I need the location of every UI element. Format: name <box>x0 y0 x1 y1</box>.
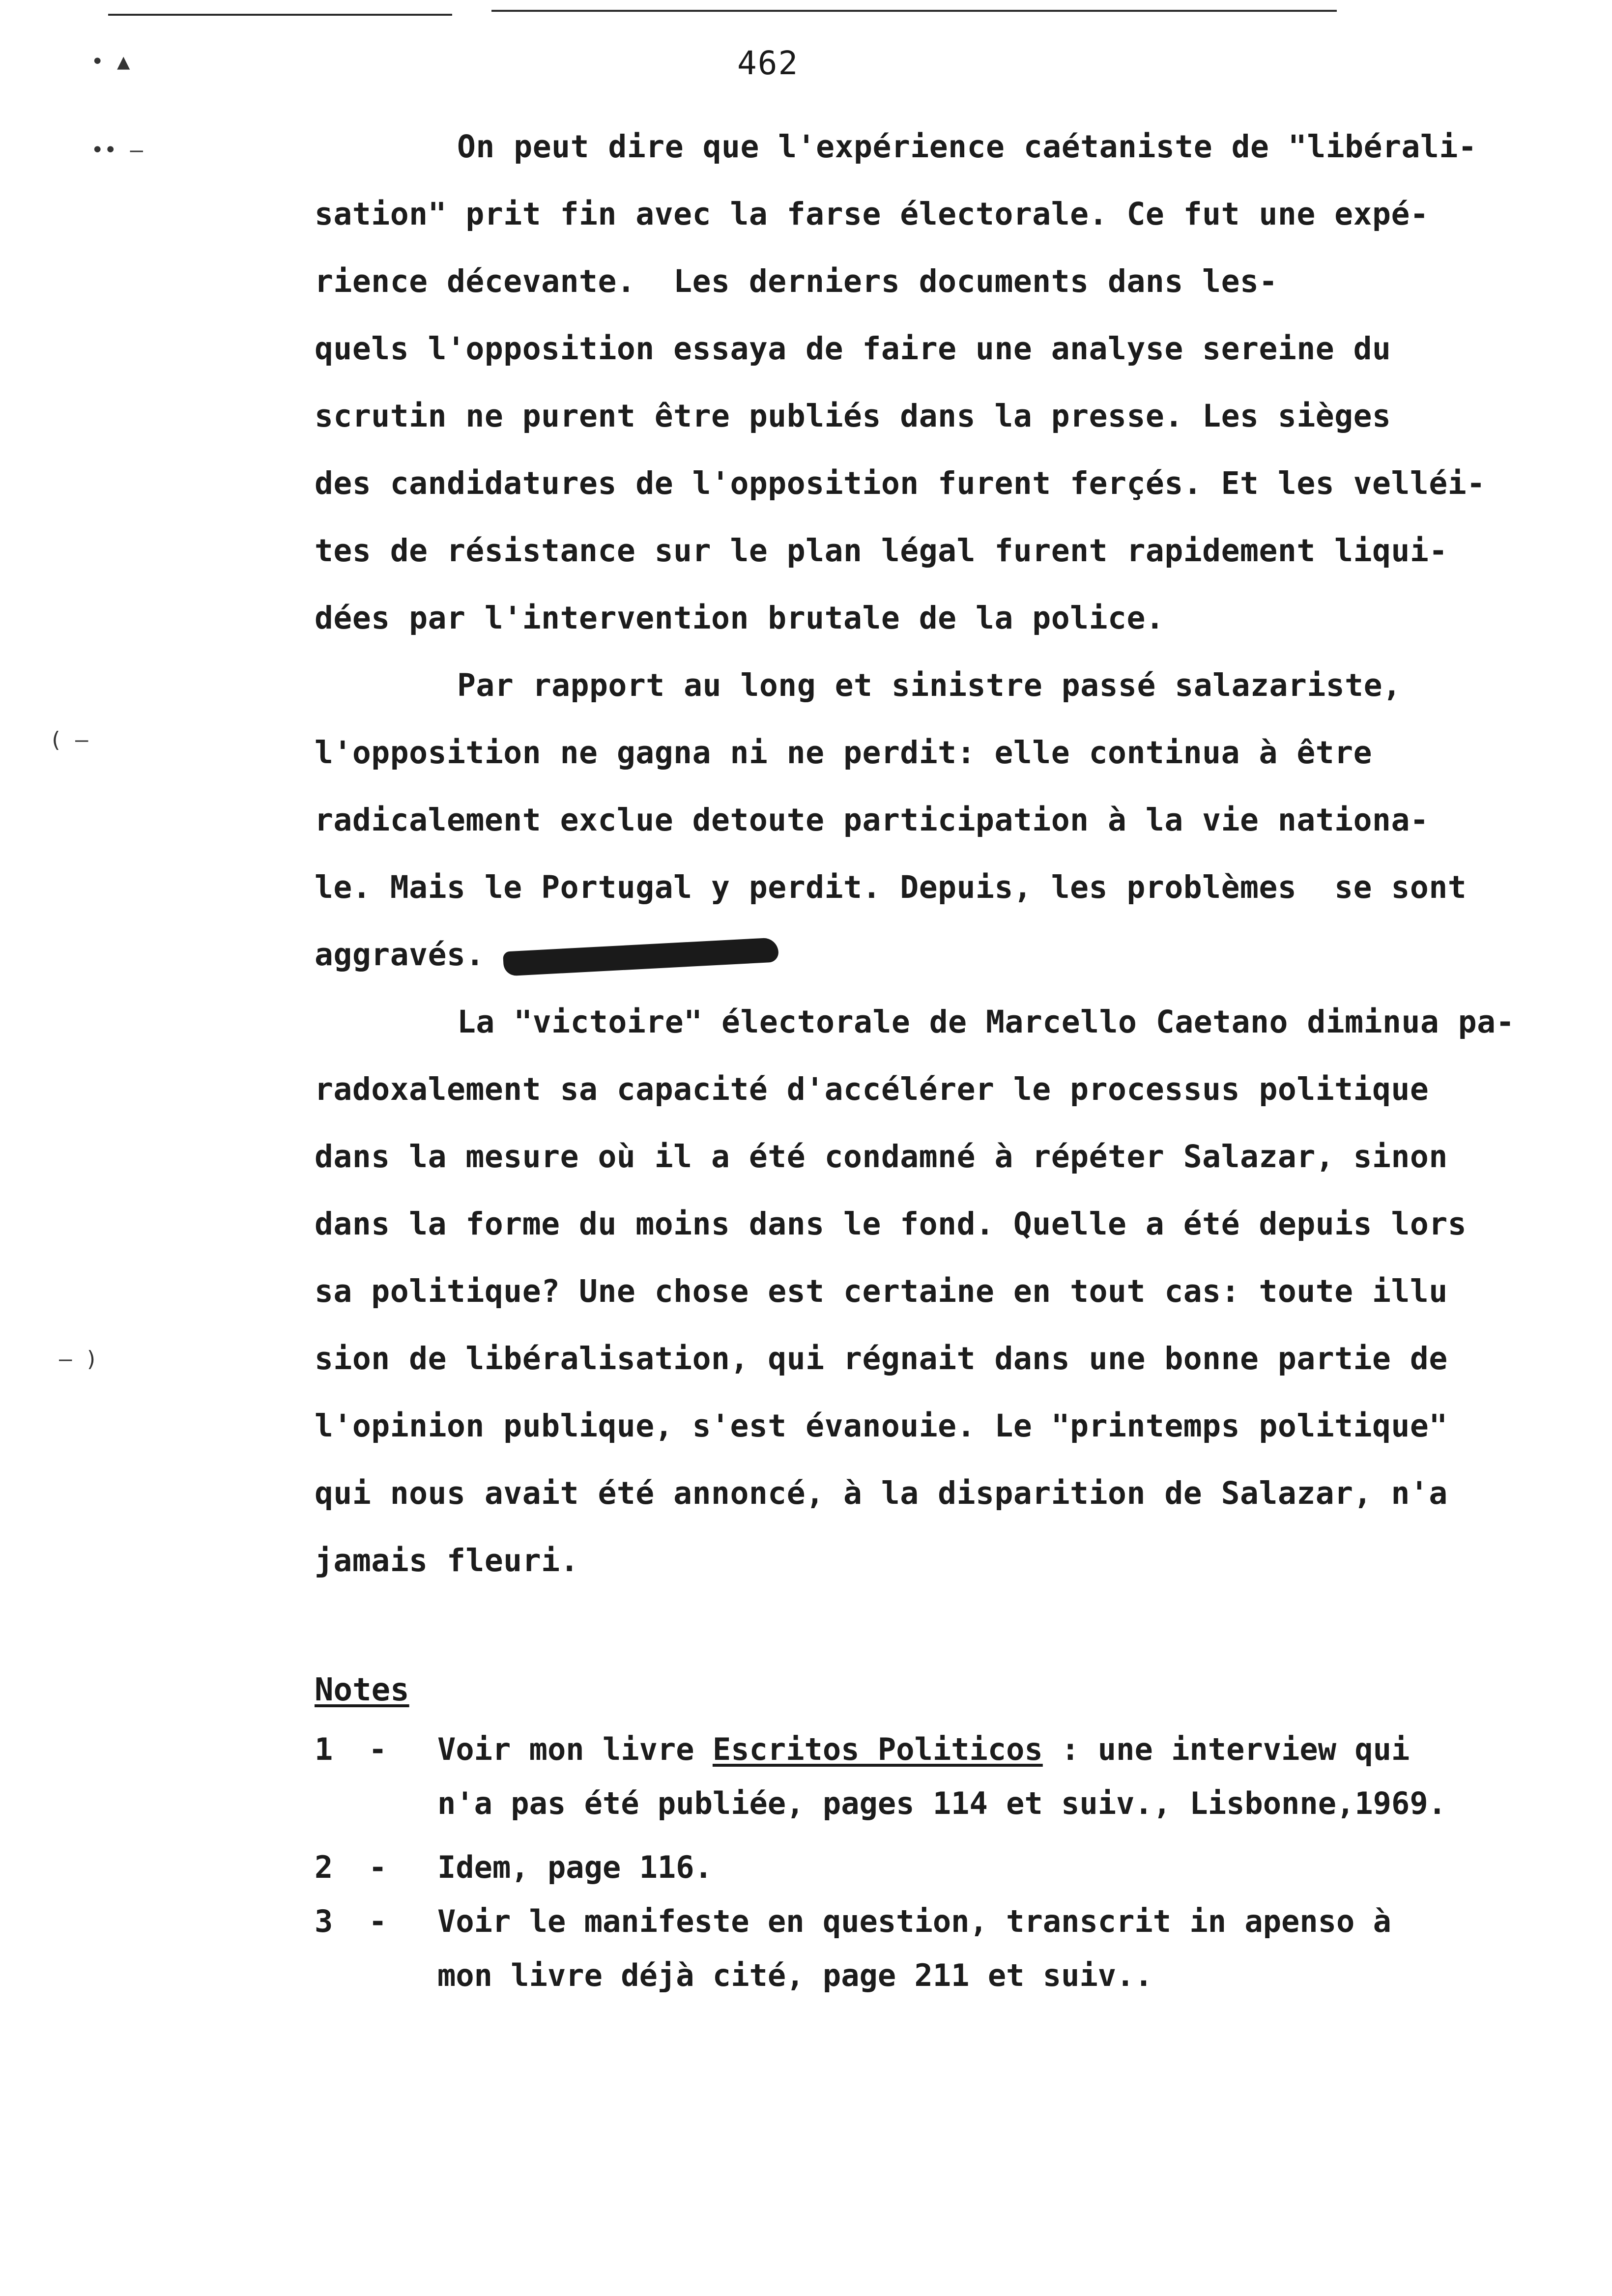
margin-mark: •• ‒ <box>91 138 143 163</box>
text-line: radicalement exclue detoute participation à la vie nationa- <box>315 802 1429 838</box>
text-line: radoxalement sa capacité d'accélérer le processus politique <box>315 1071 1429 1107</box>
text-line: l'opinion publique, s'est évanouie. Le "printemps politique" <box>315 1408 1448 1444</box>
note-text-before: Voir mon livre <box>437 1731 713 1767</box>
margin-mark: • ▲ <box>91 49 130 74</box>
text-line: sion de libéralisation, qui régnait dans une bonne partie de <box>315 1341 1448 1377</box>
top-rule-2 <box>491 10 1337 12</box>
text-line: des candidatures de l'opposition furent ferçés. Et les velléi- <box>315 465 1486 501</box>
note-text <box>437 1894 1563 2003</box>
text-line: sa politique? Une chose est certaine en tout cas: toute illu <box>315 1273 1448 1309</box>
note-text <box>437 1722 1563 1831</box>
text-line: le. Mais le Portugal y perdit. Depuis, les problèmes se sont <box>315 869 1467 905</box>
notes-section <box>315 1661 1583 2003</box>
text-line: jamais fleuri. <box>315 1543 579 1578</box>
text-line: dées par l'intervention brutale de la police. <box>315 600 1165 636</box>
margin-mark: ( ― <box>49 727 88 752</box>
note-number: 1 <box>315 1731 333 1767</box>
notes-heading: Notes <box>315 1672 409 1708</box>
body-text <box>315 113 1583 2003</box>
text-line: La "victoire" électorale de Marcello Caetano diminua pa- <box>457 1004 1515 1040</box>
text-line: On peut dire que l'expérience caétaniste de "libérali- <box>457 129 1477 165</box>
note-text <box>437 1840 1563 1894</box>
text-line: quels l'opposition essaya de faire une analyse sereine du <box>315 331 1391 367</box>
paragraph <box>315 113 1583 652</box>
redaction-mark <box>503 937 779 976</box>
top-rule-1 <box>108 14 452 16</box>
paragraph <box>315 988 1583 1594</box>
note-item <box>315 1894 1583 2003</box>
text-line: l'opposition ne gagna ni ne perdit: elle continua à être <box>315 735 1373 771</box>
note-text-before: Idem, page 116. <box>437 1849 713 1885</box>
paragraph <box>315 652 1583 988</box>
text-line: scrutin ne purent être publiés dans la presse. Les sièges <box>315 398 1391 434</box>
text-span: aggravés. <box>315 937 485 973</box>
text-line <box>315 921 1583 988</box>
note-item <box>315 1722 1583 1831</box>
text-line: rience décevante. Les derniers documents dans les- <box>315 263 1278 299</box>
section-gap <box>315 1594 1583 1661</box>
note-number: 2 <box>315 1849 333 1885</box>
text-line: sation" prit fin avec la farse électorale. Ce fut une expé- <box>315 196 1429 232</box>
note-dash: - <box>369 1903 387 1939</box>
text-line: Par rapport au long et sinistre passé salazariste, <box>457 667 1402 703</box>
note-text-after: : une interview qui n'a pas été publiée, pages 114 et suiv., Lisbonne,1969. <box>437 1731 1446 1821</box>
note-number: 3 <box>315 1903 333 1939</box>
text-line: dans la forme du moins dans le fond. Quelle a été depuis lors <box>315 1206 1467 1242</box>
book-title: Escritos Politicos <box>712 1731 1043 1767</box>
text-line: tes de résistance sur le plan légal furent rapidement liqui- <box>315 533 1448 569</box>
note-text-before: Voir le manifeste en question, transcrit in apenso à mon livre déjà cité, page 211 et suiv.. <box>437 1903 1392 1993</box>
note-item <box>315 1840 1583 1894</box>
note-dash: - <box>369 1849 387 1885</box>
note-dash: - <box>369 1731 387 1767</box>
text-line: qui nous avait été annoncé, à la disparition de Salazar, n'a <box>315 1475 1448 1511</box>
page-number: 462 <box>737 44 799 82</box>
text-line: dans la mesure où il a été condamné à répéter Salazar, sinon <box>315 1139 1448 1175</box>
margin-mark: ― ) <box>59 1347 98 1372</box>
